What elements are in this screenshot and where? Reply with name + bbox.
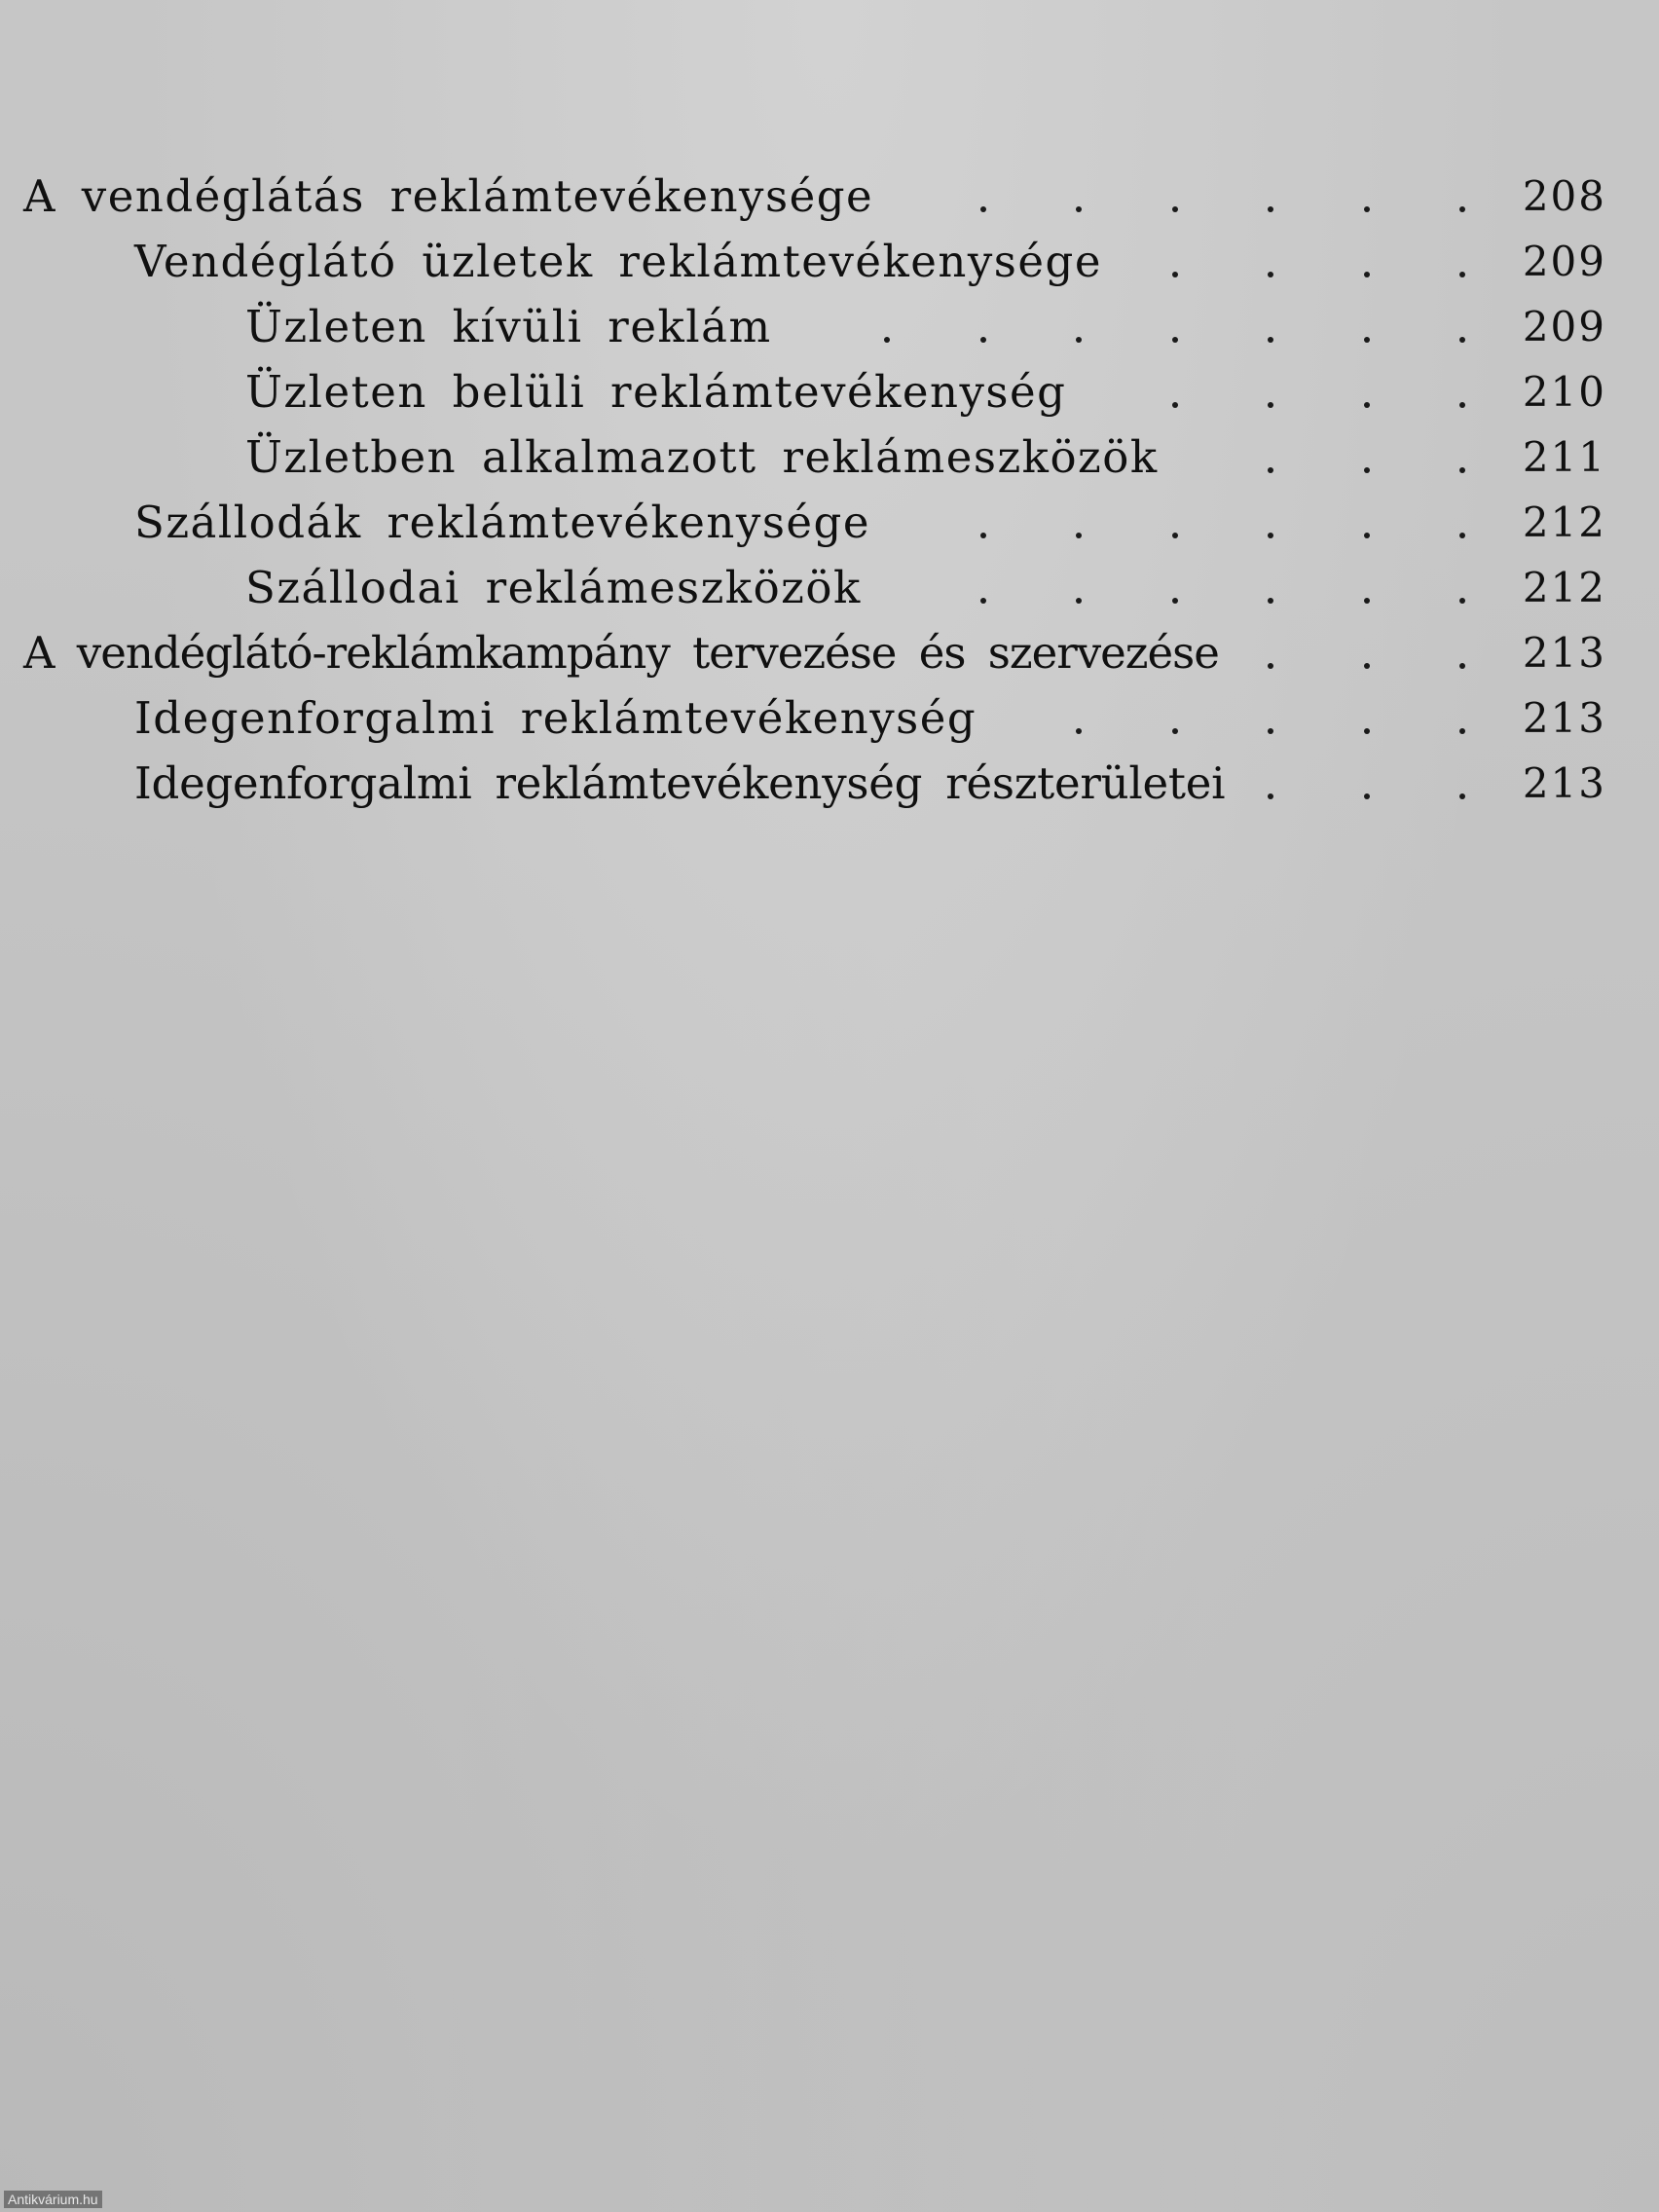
toc-leader-dots bbox=[23, 164, 1606, 229]
leader-dot bbox=[1459, 793, 1465, 799]
toc-entry bbox=[23, 424, 1606, 490]
leader-dot bbox=[1076, 598, 1082, 604]
leader-dot bbox=[1172, 728, 1178, 734]
leader-dot bbox=[1364, 206, 1370, 212]
leader-dot bbox=[1076, 533, 1082, 538]
toc-entry-title: A vendéglátás reklámtevékenysége bbox=[23, 170, 874, 222]
toc-entry-page: 210 bbox=[1522, 368, 1606, 416]
toc-entry bbox=[23, 229, 1606, 294]
leader-dot bbox=[1268, 206, 1273, 212]
leader-dot bbox=[1268, 402, 1273, 408]
leader-dot bbox=[1364, 663, 1370, 669]
toc-leader-dots bbox=[23, 229, 1606, 294]
toc-leader-dots bbox=[23, 685, 1606, 751]
leader-dot bbox=[1268, 598, 1273, 604]
leader-dot bbox=[1459, 272, 1465, 277]
leader-dot bbox=[1268, 728, 1273, 734]
toc-entry-page: 213 bbox=[1522, 629, 1606, 677]
toc-entry-title: Vendéglátó üzletek reklámtevékenysége bbox=[134, 236, 1102, 287]
leader-dot bbox=[1172, 206, 1178, 212]
toc-leader-dots bbox=[23, 359, 1606, 424]
leader-dot bbox=[1364, 533, 1370, 538]
leader-dot bbox=[1364, 402, 1370, 408]
toc-leader-dots bbox=[23, 555, 1606, 620]
leader-dot bbox=[1172, 272, 1178, 277]
toc-entry bbox=[23, 685, 1606, 751]
leader-dot bbox=[980, 533, 986, 538]
leader-dot bbox=[1364, 598, 1370, 604]
leader-dot bbox=[1268, 793, 1273, 799]
leader-dot bbox=[1076, 728, 1082, 734]
toc-leader-dots bbox=[23, 490, 1606, 555]
toc-entry-page: 213 bbox=[1522, 694, 1606, 742]
toc-entry-title: Üzletben alkalmazott reklámeszközök bbox=[245, 431, 1159, 483]
leader-dot bbox=[884, 337, 890, 343]
leader-dot bbox=[1076, 337, 1082, 343]
watermark-label: Antikvárium.hu bbox=[4, 2191, 102, 2208]
toc-entry-title: Szállodák reklámtevékenysége bbox=[134, 497, 870, 548]
leader-dot bbox=[1172, 337, 1178, 343]
leader-dot bbox=[980, 206, 986, 212]
leader-dot bbox=[1172, 598, 1178, 604]
leader-dot bbox=[1459, 467, 1465, 473]
leader-dot bbox=[1364, 272, 1370, 277]
toc-leader-dots bbox=[23, 751, 1606, 816]
leader-dot bbox=[1268, 337, 1273, 343]
leader-dot bbox=[1364, 728, 1370, 734]
leader-dot bbox=[1364, 337, 1370, 343]
toc-entry bbox=[23, 620, 1606, 685]
toc-entry bbox=[23, 490, 1606, 555]
leader-dot bbox=[1268, 467, 1273, 473]
toc-entry bbox=[23, 751, 1606, 816]
leader-dot bbox=[1459, 533, 1465, 538]
toc-entry bbox=[23, 164, 1606, 229]
toc-entry-page: 213 bbox=[1522, 759, 1606, 807]
leader-dot bbox=[1172, 533, 1178, 538]
toc-leader-dots bbox=[23, 294, 1606, 359]
toc-entry-title: Üzleten kívüli reklám bbox=[245, 301, 772, 352]
leader-dot bbox=[1268, 533, 1273, 538]
toc-leader-dots bbox=[23, 620, 1606, 685]
toc-entry-page: 211 bbox=[1522, 433, 1606, 481]
toc-entry-title: Idegenforgalmi reklámtevékenység bbox=[134, 692, 977, 744]
table-of-contents bbox=[23, 164, 1606, 816]
toc-entry-title: A vendéglátó-reklámkampány tervezése és szervezése bbox=[23, 627, 1219, 679]
leader-dot bbox=[980, 598, 986, 604]
toc-entry-page: 208 bbox=[1522, 172, 1606, 220]
toc-entry-page: 212 bbox=[1522, 564, 1606, 611]
leader-dot bbox=[1076, 206, 1082, 212]
toc-leader-dots bbox=[23, 424, 1606, 490]
toc-entry-title: Üzleten belüli reklámtevékenység bbox=[245, 366, 1067, 418]
toc-entry-title: Idegenforgalmi reklámtevékenység részterületei bbox=[134, 757, 1226, 809]
leader-dot bbox=[980, 337, 986, 343]
leader-dot bbox=[1459, 402, 1465, 408]
toc-entry-page: 209 bbox=[1522, 238, 1606, 285]
leader-dot bbox=[1459, 728, 1465, 734]
toc-entry bbox=[23, 555, 1606, 620]
toc-entry-title: Szállodai reklámeszközök bbox=[245, 562, 862, 613]
leader-dot bbox=[1268, 663, 1273, 669]
toc-entry bbox=[23, 294, 1606, 359]
leader-dot bbox=[1459, 598, 1465, 604]
leader-dot bbox=[1364, 467, 1370, 473]
toc-entry bbox=[23, 359, 1606, 424]
leader-dot bbox=[1172, 402, 1178, 408]
leader-dot bbox=[1459, 663, 1465, 669]
leader-dot bbox=[1268, 272, 1273, 277]
toc-entry-page: 212 bbox=[1522, 498, 1606, 546]
leader-dot bbox=[1364, 793, 1370, 799]
leader-dot bbox=[1459, 206, 1465, 212]
toc-entry-page: 209 bbox=[1522, 303, 1606, 350]
leader-dot bbox=[1459, 337, 1465, 343]
